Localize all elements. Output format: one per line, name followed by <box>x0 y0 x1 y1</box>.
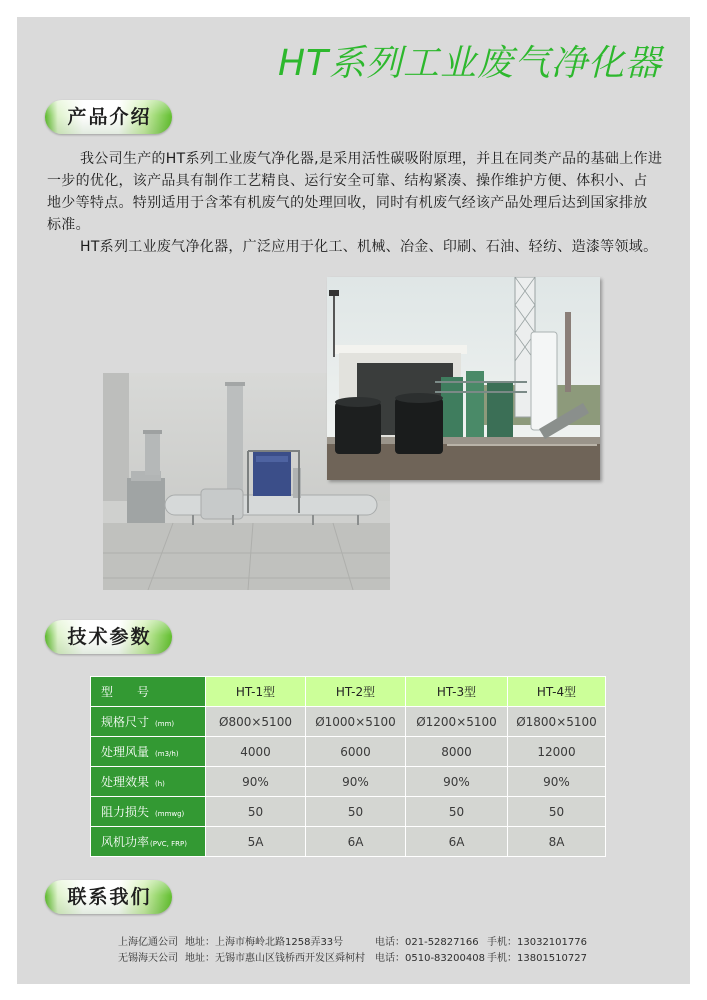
table-header-row <box>91 677 606 707</box>
table-header-model: HT-2型 <box>306 677 406 707</box>
intro-line: 我公司生产的HT系列工业废气净化器,是采用活性碳吸附原理，并且在同类产品的基础上作进 <box>80 151 663 167</box>
table-cell: 6A <box>306 827 406 857</box>
intro-line: HT系列工业废气净化器，广泛应用于化工、机械、冶金、印刷、石油、轻纺、造漆等领域。 <box>80 239 658 255</box>
company-address: 地址：上海市梅岭北路1258弄33号 <box>185 937 344 948</box>
table-cell: Ø1200×5100 <box>406 707 508 737</box>
section-heading-contact-label: 联系我们 <box>67 886 152 908</box>
param-name: 规格尺寸 <box>101 715 150 729</box>
table-cell: Ø1800×5100 <box>508 707 606 737</box>
table-row-label <box>91 737 206 767</box>
section-heading-specs-label: 技术参数 <box>67 626 152 648</box>
product-photo-plant <box>327 277 600 480</box>
table-cell: 8A <box>508 827 606 857</box>
table-cell: 90% <box>508 767 606 797</box>
section-heading-intro <box>45 100 172 134</box>
table-cell: 90% <box>406 767 508 797</box>
table-cell: 90% <box>306 767 406 797</box>
table-cell: 6000 <box>306 737 406 767</box>
contact-entry <box>118 951 618 967</box>
table-row <box>91 827 606 857</box>
param-unit: (mmwg) <box>155 810 185 818</box>
table-cell: Ø1000×5100 <box>306 707 406 737</box>
contact-list <box>118 935 618 967</box>
spec-table <box>90 676 606 857</box>
table-cell: 8000 <box>406 737 508 767</box>
table-cell: 12000 <box>508 737 606 767</box>
intro-line: 标准。 <box>47 217 90 233</box>
table-row-label <box>91 797 206 827</box>
table-cell: 6A <box>406 827 508 857</box>
table-header-label: 型 号 <box>91 677 206 707</box>
table-cell: 50 <box>508 797 606 827</box>
table-cell: 50 <box>306 797 406 827</box>
table-row-label <box>91 827 206 857</box>
table-cell: 90% <box>206 767 306 797</box>
section-heading-contact <box>45 880 172 914</box>
table-row-label <box>91 767 206 797</box>
company-name: 上海亿通公司 <box>118 937 178 948</box>
table-cell: 4000 <box>206 737 306 767</box>
param-name: 处理效果 <box>101 775 150 789</box>
section-heading-specs <box>45 620 172 654</box>
table-row <box>91 767 606 797</box>
table-header-model: HT-3型 <box>406 677 508 707</box>
param-name: 风机功率 <box>101 835 150 849</box>
company-phone: 电话：0510-83200408 <box>375 953 485 964</box>
intro-line: 地少等特点。特别适用于含苯有机废气的处理回收，同时有机废气经该产品处理后达到国家排放 <box>47 195 648 211</box>
company-phone: 电话：021-52827166 <box>375 937 479 948</box>
intro-line: 一步的优化，该产品具有制作工艺精良、运行安全可靠、结构紧凑、操作维护方便、体积小、占 <box>47 173 648 189</box>
table-cell: 50 <box>406 797 508 827</box>
table-header-model: HT-1型 <box>206 677 306 707</box>
param-name: 处理风量 <box>101 745 150 759</box>
intro-paragraph <box>47 148 677 258</box>
page-title: HT系列工业废气净化器 <box>277 43 662 84</box>
company-address: 地址：无锡市惠山区钱桥西开发区舜柯村 <box>185 953 365 964</box>
param-unit: (mm) <box>155 720 175 728</box>
company-mobile: 手机：13032101776 <box>487 937 587 948</box>
company-mobile: 手机：13801510727 <box>487 953 587 964</box>
contact-entry <box>118 935 618 951</box>
table-row-label <box>91 707 206 737</box>
section-heading-intro-label: 产品介绍 <box>67 106 152 128</box>
table-cell: 50 <box>206 797 306 827</box>
table-row <box>91 797 606 827</box>
product-photo-plant-image <box>327 277 600 480</box>
table-row <box>91 737 606 767</box>
param-unit: (PVC, FRP) <box>150 840 187 848</box>
table-header-model: HT-4型 <box>508 677 606 707</box>
table-cell: Ø800×5100 <box>206 707 306 737</box>
param-unit: (m3/h) <box>155 750 179 758</box>
param-name: 阻力损失 <box>101 805 150 819</box>
param-unit: (h) <box>155 780 165 788</box>
table-cell: 5A <box>206 827 306 857</box>
table-row <box>91 707 606 737</box>
company-name: 无锡海天公司 <box>118 953 178 964</box>
